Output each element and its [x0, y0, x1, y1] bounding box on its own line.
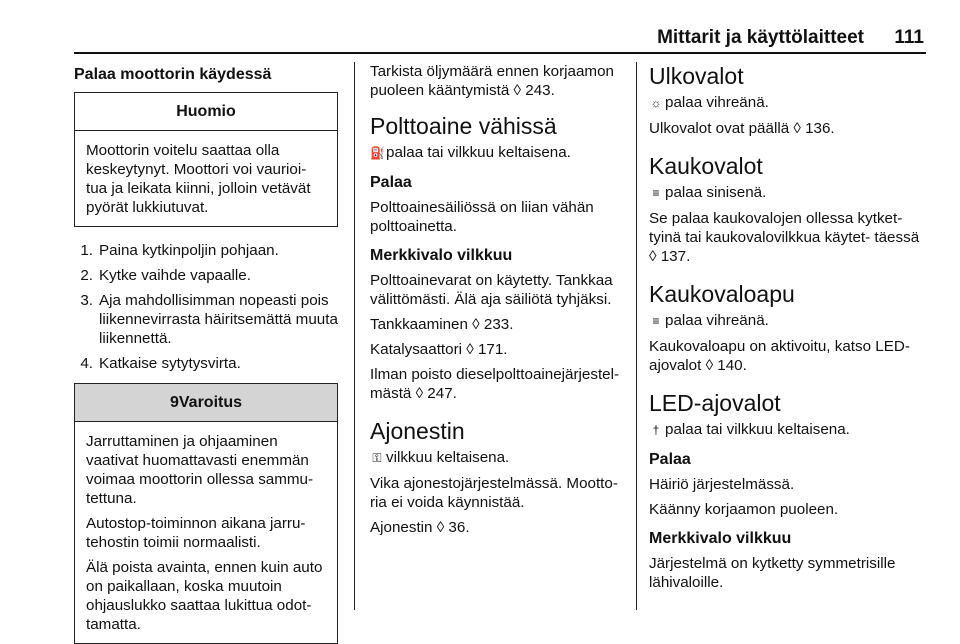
hba-line: palaa vihreänä.: [665, 312, 769, 329]
intro-text: Tarkista öljymäärä ennen korjaamon puoleen kääntymistä ◊ 243.: [370, 63, 614, 99]
fuel-ref-1: Tankkaaminen ◊ 233.: [370, 316, 514, 333]
hba-text: Kaukovaloapu on aktivoitu, katso LED-ajovalot ◊ 140.: [649, 338, 910, 374]
led-heading: LED-ajovalot: [649, 390, 781, 416]
warning-para: Älä poista avainta, ennen kuin auto on paikallaan, koska muutoin ohjauslukko saattaa lukittua odot- tamatta.: [86, 559, 323, 633]
fuel-sub2: Merkkivalo vilkkuu: [370, 247, 513, 264]
exterior-lights-icon: ☼: [650, 96, 662, 110]
fuel-sub2-text: Polttoainevarat on käytetty. Tankkaa välittömästi. Älä aja säiliötä tyhjäksi.: [370, 272, 613, 308]
led-sub2-text: Järjestelmä on kytketty symmetrisille lähivaloille.: [649, 555, 896, 591]
list-item: 4. Katkaise sytytysvirta.: [80, 355, 241, 372]
column-3: [649, 62, 929, 598]
note-body: Moottorin voitelu saattaa olla keskeytynyt. Moottori voi vaurioi- tua ja leikata kiinni, jolloin vetävät pyörät lukkiutuvat.: [86, 142, 311, 216]
exterior-line: palaa vihreänä.: [665, 94, 769, 111]
fuel-heading: Polttoaine vähissä: [370, 113, 557, 139]
column-2: [370, 62, 634, 543]
list-item: 2. Kytke vaihde vapaalle.: [80, 267, 251, 284]
fuel-ref-2: Katalysaattori ◊ 171.: [370, 341, 508, 358]
fuel-ref-3: Ilman poisto dieselpolttoainejärjestel- mästä ◊ 247.: [370, 366, 620, 402]
high-beam-icon: ≡: [652, 186, 660, 200]
led-lamp-icon: †: [652, 423, 660, 437]
section-heading: Palaa moottorin käydessä: [74, 66, 272, 83]
high-beam-assist-heading: Kaukovaloapu: [649, 281, 795, 307]
highbeam-text: Se palaa kaukovalojen ollessa kytket- tyinä tai kaukovalovilkkua käytet- täessä ◊ 137.: [649, 210, 920, 265]
warning-para: Jarruttaminen ja ohjaaminen vaativat huomattavasti enemmän voimaa moottorin ollessa sammu- tettuna.: [86, 433, 314, 507]
page-header: [74, 27, 926, 49]
high-beam-heading: Kaukovalot: [649, 153, 763, 179]
column-divider-2: [636, 62, 637, 610]
fuel-sub1-text: Polttoainesäiliössä on liian vähän polttoainetta.: [370, 199, 594, 235]
warning-para: Autostop-toiminnon aikana jarru- tehostin toimii normaalisti.: [86, 515, 306, 551]
led-sub1-text-1: Häiriö järjestelmässä.: [649, 476, 795, 493]
led-sub1: Palaa: [649, 451, 691, 468]
note-title: Huomio: [75, 93, 337, 131]
warning-title: Varoitus: [178, 394, 243, 411]
column-divider-1: [354, 62, 355, 610]
immo-line: vilkkuu keltaisena.: [386, 449, 510, 466]
warning-icon: 9: [169, 394, 179, 411]
exterior-text: Ulkovalot ovat päällä ◊ 136.: [649, 120, 835, 137]
list-item: 3. Aja mahdollisimman nopeasti pois liikennevirrasta häiritsemättä muuta liikennettä.: [80, 292, 338, 347]
fuel-line: palaa tai vilkkuu keltaisena.: [386, 144, 571, 161]
led-line: palaa tai vilkkuu keltaisena.: [665, 421, 850, 438]
fuel-pump-icon: ⛽: [370, 146, 385, 160]
exterior-lights-heading: Ulkovalot: [649, 63, 744, 89]
header-title: Mittarit ja käyttölaitteet: [657, 27, 864, 48]
immo-text: Vika ajonestojärjestelmässä. Mootto- ria ei voida käynnistää.: [370, 475, 618, 511]
warning-box: [74, 383, 338, 644]
immo-ref: Ajonestin ◊ 36.: [370, 519, 470, 536]
immobiliser-heading: Ajonestin: [370, 418, 465, 444]
column-1: [74, 62, 338, 644]
highbeam-line: palaa sinisenä.: [665, 184, 767, 201]
page-number: 111: [894, 27, 924, 48]
fuel-sub1: Palaa: [370, 174, 412, 191]
led-sub1-text-2: Käänny korjaamon puoleen.: [649, 501, 839, 518]
car-key-icon: ⚿: [372, 451, 382, 465]
header-rule: [74, 52, 926, 54]
warning-header: [75, 384, 337, 422]
note-box: [74, 92, 338, 227]
list-item: 1. Paina kytkinpoljin pohjaan.: [80, 242, 279, 259]
steps-list: [74, 241, 338, 373]
high-beam-assist-icon: ≡: [652, 314, 660, 328]
led-sub2: Merkkivalo vilkkuu: [649, 530, 792, 547]
